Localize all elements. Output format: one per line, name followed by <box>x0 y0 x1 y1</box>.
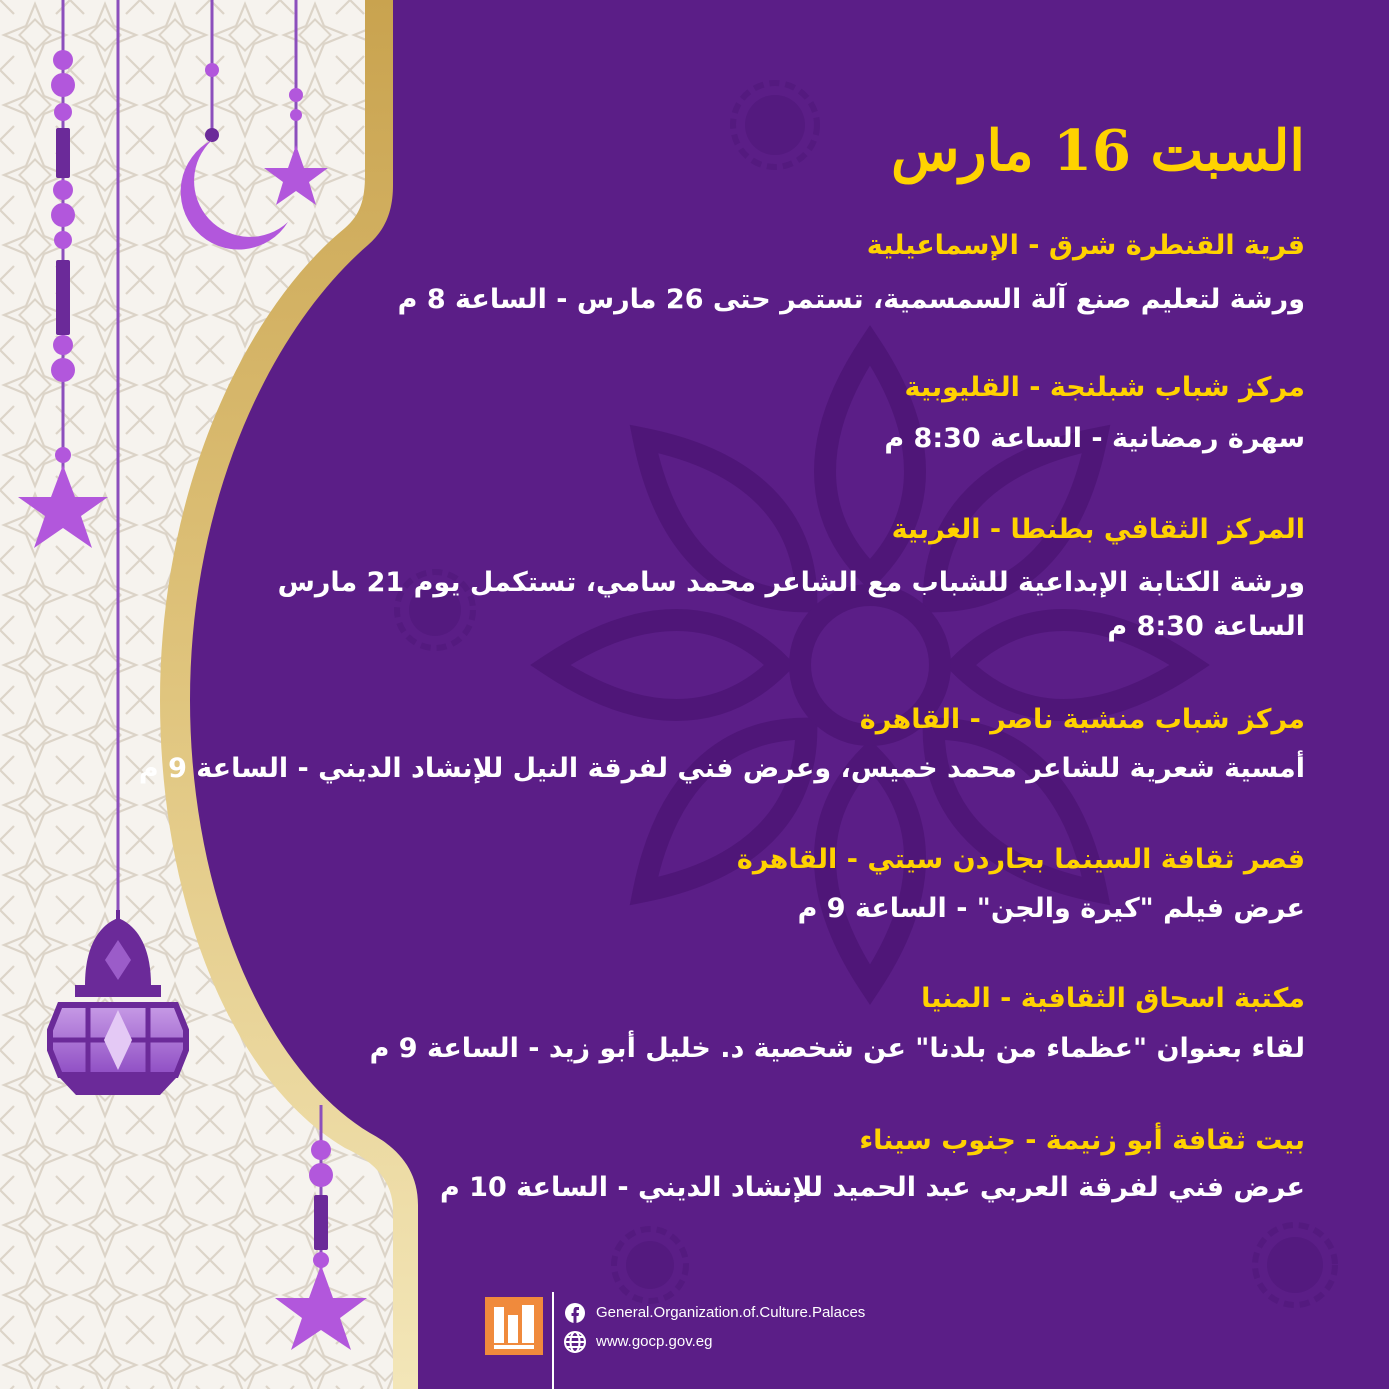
event-location-3: المركز الثقافي بطنطا - الغربية <box>891 514 1305 545</box>
website-link[interactable]: www.gocp.gov.eg <box>596 1333 713 1350</box>
event-location-2: مركز شباب شبلنجة - القليوبية <box>904 372 1305 403</box>
gocp-logo <box>485 1297 543 1355</box>
event-description-2: سهرة رمضانية - الساعة 8:30 م <box>884 423 1305 454</box>
event-location-5: قصر ثقافة السينما بجاردن سيتي - القاهرة <box>736 844 1305 875</box>
event-location-6: مكتبة اسحاق الثقافية - المنيا <box>921 983 1305 1014</box>
facebook-icon <box>565 1303 585 1323</box>
event-description-1: ورشة لتعليم صنع آلة السمسمية، تستمر حتى 26 مارس - الساعة 8 م <box>397 284 1305 315</box>
event-location-4: مركز شباب منشية ناصر - القاهرة <box>859 704 1305 735</box>
event-location-1: قرية القنطرة شرق - الإسماعيلية <box>866 230 1305 261</box>
event-description-3b: الساعة 8:30 م <box>1107 611 1305 642</box>
facebook-link[interactable]: General.Organization.of.Culture.Palaces <box>596 1304 866 1321</box>
event-description-5: عرض فيلم "كيرة والجن" - الساعة 9 م <box>797 893 1305 924</box>
event-location-7: بيت ثقافة أبو زنيمة - جنوب سيناء <box>859 1125 1305 1156</box>
page-title: السبت 16 مارس <box>891 118 1305 184</box>
event-description-3: ورشة الكتابة الإبداعية للشباب مع الشاعر محمد سامي، تستكمل يوم 21 مارس <box>277 567 1305 598</box>
event-description-7: عرض فني لفرقة العربي عبد الحميد للإنشاد الديني - الساعة 10 م <box>439 1172 1305 1203</box>
event-description-6: لقاء بعنوان "عظماء من بلدنا" عن شخصية د. خليل أبو زيد - الساعة 9 م <box>369 1033 1305 1064</box>
event-description-4: أمسية شعرية للشاعر محمد خميس، وعرض فني لفرقة النيل للإنشاد الديني - الساعة 9 م <box>138 753 1305 784</box>
